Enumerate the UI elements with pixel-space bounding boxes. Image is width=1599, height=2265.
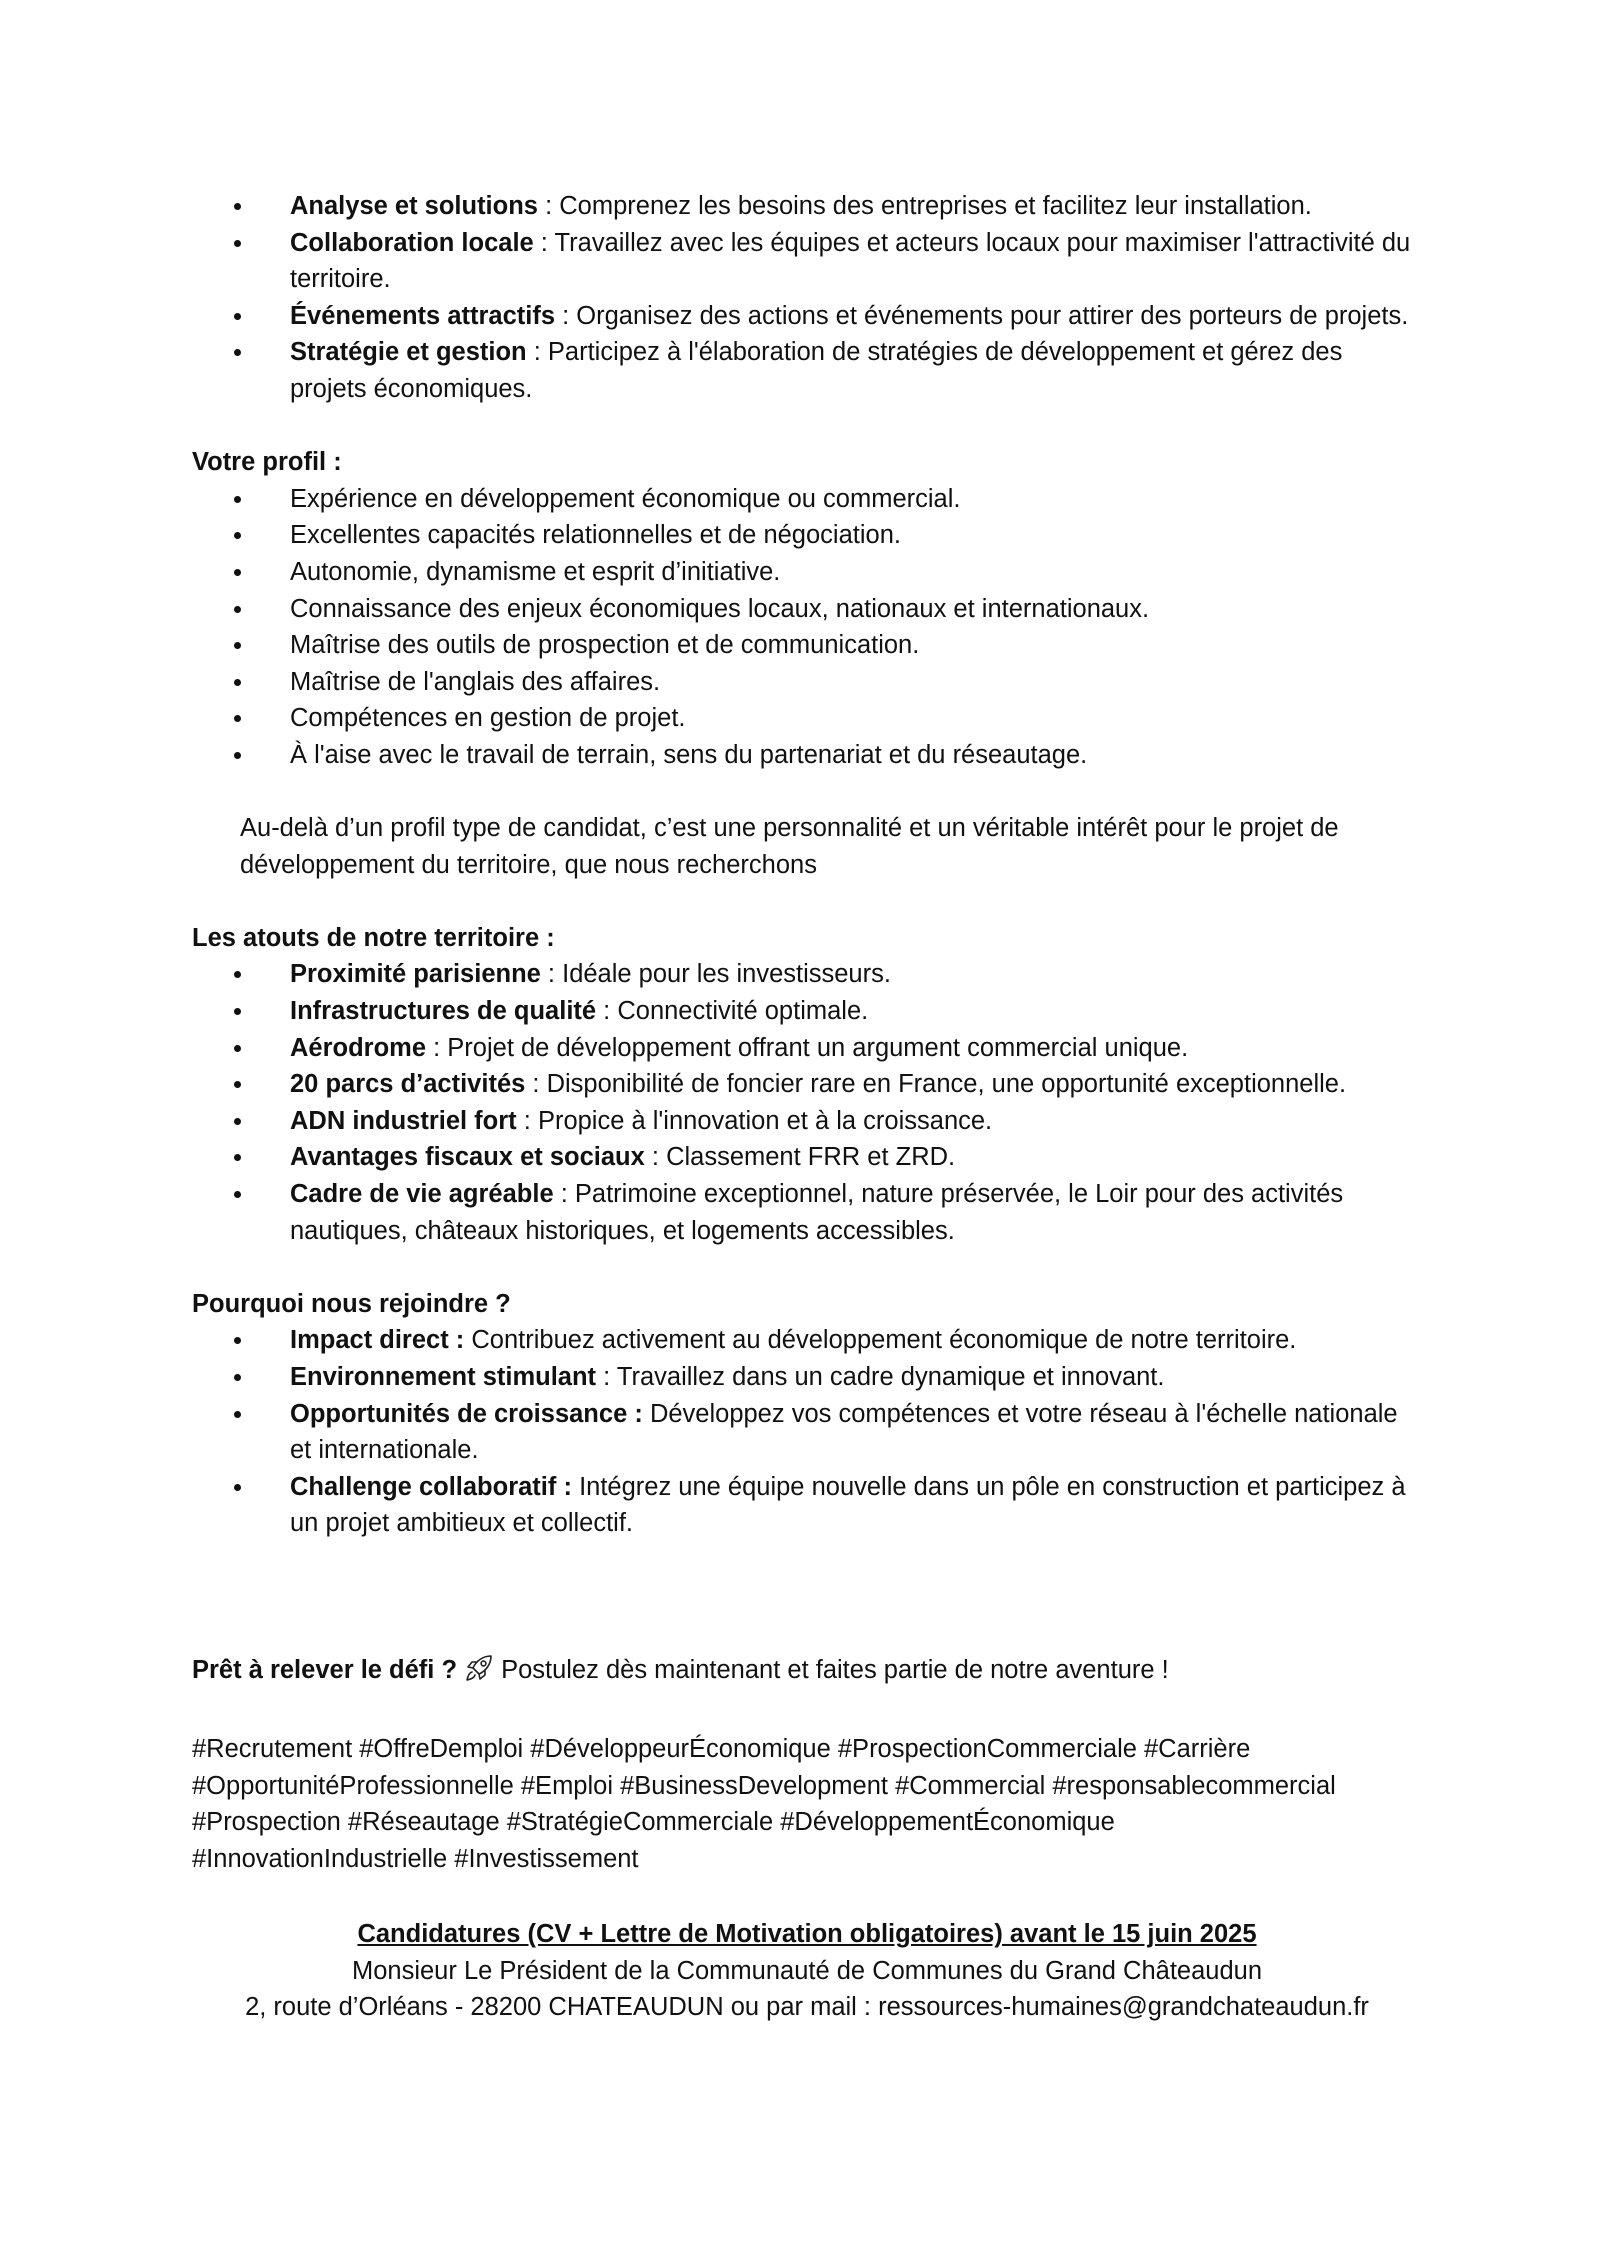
profile-item: À l'aise avec le travail de terrain, sens du partenariat et du réseautage. <box>290 737 1422 774</box>
why-item: Opportunités de croissance : Développez vos compétences et votre réseau à l'échelle nationale et internationale. <box>290 1396 1422 1469</box>
application-deadline: Candidatures (CV + Lettre de Motivation obligatoires) avant le 15 juin 2025 <box>357 1920 1257 1949</box>
hashtag-line: #Recrutement #OffreDemploi #DéveloppeurÉconomique #ProspectionCommerciale #Carrière <box>192 1735 1251 1764</box>
why-item: Challenge collaboratif : Intégrez une équipe nouvelle dans un pôle en construction et participez à un projet ambitieux et collectif. <box>290 1469 1422 1542</box>
why-item: Impact direct : Contribuez activement au développement économique de notre territoire. <box>290 1322 1422 1359</box>
mission-item: Analyse et solutions : Comprenez les besoins des entreprises et facilitez leur installation. <box>290 188 1422 225</box>
why-item: Environnement stimulant : Travaillez dans un cadre dynamique et innovant. <box>290 1359 1422 1396</box>
document-page <box>192 188 1422 2026</box>
why-list <box>192 1322 1422 1542</box>
cta-text: Postulez dès maintenant et faites partie de notre aventure ! <box>501 1655 1169 1684</box>
cta-question: Prêt à relever le défi ? <box>192 1655 458 1684</box>
hashtag-line: #OpportunitéProfessionnelle #Emploi #BusinessDevelopment #Commercial #responsablecommercial <box>192 1771 1336 1800</box>
application-footer <box>192 1916 1422 2026</box>
why-heading: Pourquoi nous rejoindre ? <box>192 1289 511 1318</box>
profile-paragraph: Au-delà d’un profil type de candidat, c’est une personnalité et un véritable intérêt pour le projet de développement du territoire, que nous recherchons <box>240 814 1339 879</box>
mission-item: Stratégie et gestion : Participez à l'élaboration de stratégies de développement et gérez des projets économiques. <box>290 334 1422 407</box>
asset-item: Cadre de vie agréable : Patrimoine exceptionnel, nature préservée, le Loir pour des activités nautiques, châteaux historiques, et logements accessibles. <box>290 1176 1422 1249</box>
assets-list <box>192 956 1422 1249</box>
hashtag-line: #Prospection #Réseautage #StratégieCommerciale #DéveloppementÉconomique <box>192 1808 1115 1837</box>
hashtag-line: #InnovationIndustrielle #Investissement <box>192 1844 639 1873</box>
profile-item: Autonomie, dynamisme et esprit d’initiative. <box>290 554 1422 591</box>
assets-heading: Les atouts de notre territoire : <box>192 923 555 952</box>
profile-item: Maîtrise de l'anglais des affaires. <box>290 664 1422 701</box>
mission-item: Collaboration locale : Travaillez avec les équipes et acteurs locaux pour maximiser l'attractivité du territoire. <box>290 225 1422 298</box>
asset-item: 20 parcs d’activités : Disponibilité de foncier rare en France, une opportunité exceptionnelle. <box>290 1066 1422 1103</box>
profile-item: Expérience en développement économique ou commercial. <box>290 481 1422 518</box>
address-line: 2, route d’Orléans - 28200 CHATEAUDUN ou par mail : ressources-humaines@grandchateaudun.fr <box>245 1993 1369 2022</box>
profile-item: Maîtrise des outils de prospection et de communication. <box>290 627 1422 664</box>
asset-item: Aérodrome : Projet de développement offrant un argument commercial unique. <box>290 1030 1422 1067</box>
asset-item: Avantages fiscaux et sociaux : Classement FRR et ZRD. <box>290 1139 1422 1176</box>
rocket-icon <box>463 1652 495 1695</box>
call-to-action <box>192 1652 1422 1695</box>
profile-item: Connaissance des enjeux économiques locaux, nationaux et internationaux. <box>290 591 1422 628</box>
profile-item: Compétences en gestion de projet. <box>290 700 1422 737</box>
asset-item: Infrastructures de qualité : Connectivité optimale. <box>290 993 1422 1030</box>
profile-item: Excellentes capacités relationnelles et de négociation. <box>290 517 1422 554</box>
hashtags <box>192 1731 1422 1877</box>
profile-list <box>192 481 1422 774</box>
recipient-line: Monsieur Le Président de la Communauté de Communes du Grand Châteaudun <box>351 1956 1263 1985</box>
asset-item: ADN industriel fort : Propice à l'innovation et à la croissance. <box>290 1103 1422 1140</box>
mission-item: Événements attractifs : Organisez des actions et événements pour attirer des porteurs de projets. <box>290 298 1422 335</box>
asset-item: Proximité parisienne : Idéale pour les investisseurs. <box>290 956 1422 993</box>
missions-list <box>192 188 1422 408</box>
profile-heading: Votre profil : <box>192 448 342 477</box>
